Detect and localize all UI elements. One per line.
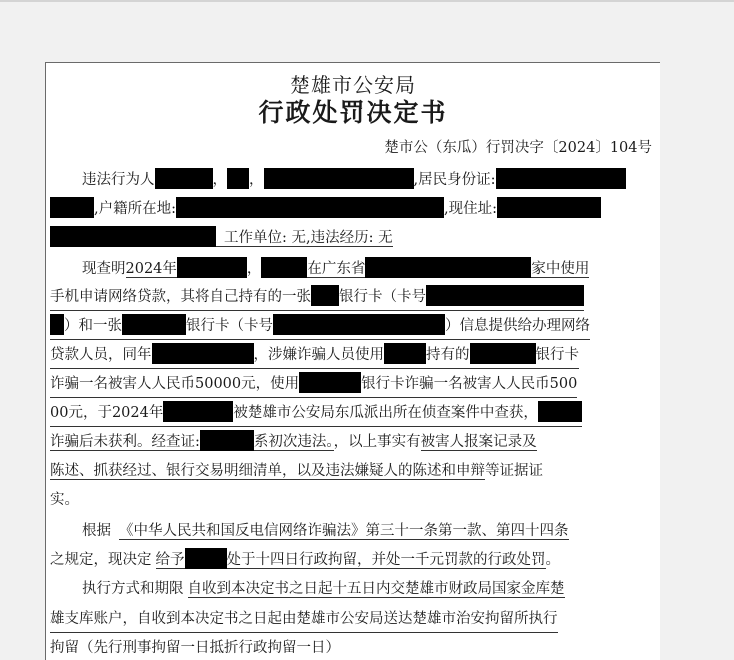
decision-text: 处于十四日行政拘留，并处一千元罚款的行政处罚	[226, 552, 546, 568]
facts-text: 持有的	[426, 347, 470, 363]
facts-text: ）和一张	[64, 318, 122, 334]
redaction-box	[177, 257, 247, 278]
facts-line-2	[50, 284, 584, 311]
evidence-text: 陈述、抓获经过、银行交易明细清单，以及违法嫌疑人的陈述和申辩	[50, 463, 485, 479]
address-tail-field	[50, 230, 216, 247]
facts-text: 贷款人员，同年	[50, 347, 152, 363]
facts-line-4	[50, 342, 579, 369]
facts-text: 诈骗后未获利。经查证:	[50, 434, 200, 450]
facts-text: 被楚雄市公安局东瓜派出所在侦查案件中查获，	[233, 405, 538, 421]
evidence-end-line: 实。	[50, 492, 79, 508]
facts-verified-field	[50, 434, 334, 451]
facts-name-field	[261, 261, 589, 278]
employment-history: 工作单位: 无,违法经历: 无	[216, 230, 393, 247]
redaction-box	[185, 548, 227, 569]
document-page	[45, 62, 660, 660]
document-number: 楚市公（东瓜）行罚决字〔2024〕104号	[384, 140, 652, 156]
facts-text: ）信息提供给办理网络	[445, 318, 590, 334]
facts-line-1	[82, 256, 589, 282]
execution-line-2: 雄支库账户，自收到本决定书之日起由楚雄市公安局送达楚雄市治安拘留所执行	[50, 606, 558, 633]
employment-line	[50, 225, 393, 251]
facts-text: 银行卡诈骗一名被害人人民币500	[361, 376, 578, 392]
redaction-box	[50, 197, 94, 218]
evidence-tail: 等证据证	[485, 463, 543, 479]
redaction-box	[50, 226, 216, 247]
legal-basis-text: 《中华人民共和国反电信网络诈骗法》第三十一条第一款、第四十四条	[119, 523, 569, 539]
legal-basis-label: 根据	[82, 523, 111, 539]
evidence-line	[50, 458, 543, 484]
redaction-box	[227, 168, 249, 189]
redaction-box	[470, 343, 536, 364]
facts-text: 银行卡（卡号	[339, 289, 426, 305]
execution-label: 执行方式和期限	[82, 581, 184, 597]
execution-text: 自收到本决定书之日起十五日内交楚雄市财政局国家金库楚	[187, 581, 565, 597]
comma: ，	[212, 172, 227, 188]
offender-label: 违法行为人	[82, 172, 155, 188]
id-card-field	[496, 172, 626, 189]
date-text: 2024年	[125, 261, 177, 277]
decision-text: 给予	[155, 552, 185, 568]
address-label: ,现住址:	[444, 201, 497, 217]
redaction-box	[538, 401, 582, 422]
facts-line-5	[50, 371, 577, 398]
offender-gender-field	[227, 172, 249, 189]
redaction-box	[152, 343, 254, 364]
domicile-label: ,户籍所在地:	[94, 201, 176, 217]
viewer-top-edge	[0, 0, 734, 2]
redaction-box	[365, 257, 531, 278]
redaction-box	[273, 314, 445, 335]
residence-line	[50, 196, 601, 222]
evidence-text: 被害人报案记录及	[420, 434, 537, 450]
legal-basis-line	[82, 518, 569, 544]
domicile-field	[176, 201, 444, 218]
redaction-box	[155, 168, 213, 189]
offender-line	[82, 167, 626, 193]
id-card-label: ,居民身份证:	[413, 172, 496, 188]
redaction-box	[176, 197, 444, 218]
execution-line-1	[82, 576, 565, 602]
facts-text: 诈骗一名被害人人民币50000元，使用	[50, 376, 300, 392]
comma: ，	[249, 172, 264, 188]
offender-name-field	[155, 172, 213, 189]
redaction-box	[50, 314, 64, 335]
facts-label: 现查明	[82, 261, 126, 277]
facts-line-3	[50, 313, 590, 340]
facts-line-6	[50, 400, 582, 427]
redaction-box	[497, 197, 601, 218]
redaction-box	[299, 372, 361, 393]
address-field	[497, 201, 601, 218]
evidence-label: ，以上事实有	[333, 434, 421, 450]
offender-birth-field	[264, 172, 414, 189]
redaction-box	[311, 285, 339, 306]
facts-line-7	[50, 429, 537, 455]
execution-line-3: 拘留（先行刑事拘留一日抵折行政拘留一日）	[50, 640, 340, 656]
decision-field	[156, 552, 546, 569]
decision-label: 之规定，现决定	[50, 552, 152, 568]
redaction-box	[496, 168, 626, 189]
redaction-box	[384, 343, 426, 364]
document-title: 行政处罚决定书	[258, 98, 448, 127]
decision-line	[50, 547, 560, 573]
redaction-box	[163, 401, 233, 422]
period: 。	[545, 552, 560, 568]
redaction-box	[122, 314, 186, 335]
facts-text: 银行卡（卡号	[186, 318, 273, 334]
location-text: 在广东省	[307, 261, 366, 277]
facts-text: 00元，于2024年	[50, 405, 164, 421]
redaction-box	[200, 430, 254, 451]
id-card-tail-field	[50, 201, 94, 218]
comma: ，	[246, 261, 262, 277]
issuer-title: 楚雄市公安局	[290, 73, 416, 97]
facts-text: 系初次违法。	[253, 434, 334, 450]
facts-text: 银行卡	[535, 347, 579, 363]
facts-date-field	[126, 261, 247, 278]
facts-text: 手机申请网络贷款，其将自己持有的一张	[50, 289, 311, 305]
facts-text: ，涉嫌诈骗人员使用	[253, 347, 384, 363]
redaction-box	[426, 285, 584, 306]
redaction-box	[264, 168, 414, 189]
location-tail-text: 家中使用	[531, 261, 590, 277]
redaction-box	[261, 257, 307, 278]
